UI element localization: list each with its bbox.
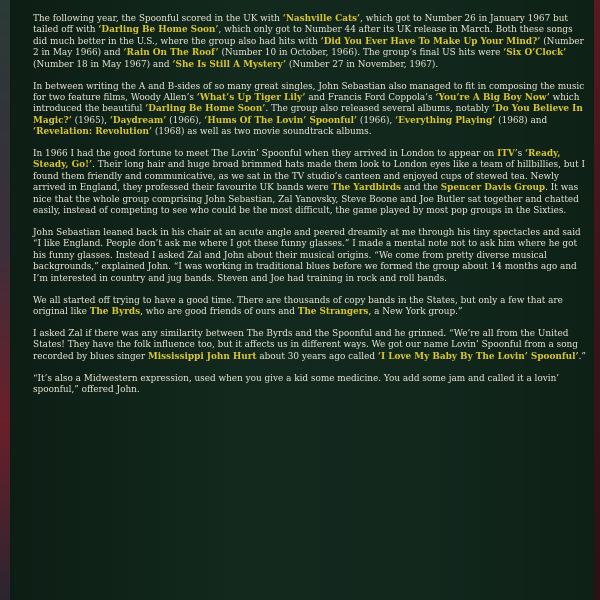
paragraph-5 <box>33 296 588 319</box>
highlighted-title: The Byrds <box>89 306 141 317</box>
highlighted-title: ‘What’s Up Tiger Lily’ <box>196 92 306 103</box>
highlighted-title: ‘Revelation: Revolution’ <box>33 127 153 138</box>
paragraph-2 <box>33 82 588 139</box>
body-text: (Number 18 in May 1967) and <box>33 59 173 70</box>
body-text: In 1966 I had the good fortune to meet The Lovin’ Spoonful when they arrived in London to appear on <box>33 149 498 160</box>
highlighted-title: ‘Did You Ever Have To Make Up Your Mind?’ <box>320 36 541 47</box>
body-text: (Number 27 in November, 1967). <box>286 59 439 70</box>
highlighted-title: ‘She Is Still A Mystery’ <box>172 59 287 70</box>
body-text: (1968) and <box>495 115 548 126</box>
body-text: ’s <box>514 149 525 160</box>
body-text: (1965), <box>71 115 110 126</box>
body-text: (1968) as well as two movie soundtrack albums. <box>152 127 372 138</box>
paragraph-3 <box>33 149 588 217</box>
body-text: John Sebastian leaned back in his chair at an acute angle and peered dreamily at me through his tiny spectacles and said “I like England. People don’t ask me where I got these funny glasses.” I made a mental note not to ask him where he got his funny glasses. Instead I asked Zal and John about their musical origins. “We come from pretty diverse musical backgrounds,” explained John. “I was working in traditional blues before we formed the group about 14 months ago and I’m interested in country and jug bands. Steven and Joe had training in rock and roll bands. <box>33 228 581 284</box>
paragraph-7 <box>33 374 588 397</box>
highlighted-title: ‘Everything Playing’ <box>395 115 496 126</box>
body-text: We all started off trying to have a good time. There are thousands of copy bands in the States, but only a few that are original like <box>33 295 563 317</box>
body-text: about 30 years ago called <box>256 351 378 362</box>
highlighted-title: ITV <box>497 149 515 160</box>
body-text: . It was nice that the whole group comprising John Sebastian, Zal Yanovsky, Steve Boone and Joe Butler sat together and chatted easily, instead of competing to see who could be the most difficult, the game played by most pop groups in the Sixties. <box>33 183 579 217</box>
body-text: which introduced the beautiful <box>33 92 580 115</box>
body-text: , which only got to Number 44 after its UK release in March. Both these songs did much better in the U.S., where the group also had hits with <box>33 25 573 47</box>
highlighted-title: ‘Ready, Steady, Go!’ <box>33 149 561 171</box>
body-text: In between writing the A and B-sides of so many great singles, John Sebastian also managed to fit in composing the music for two feature films, Woody Allen’s <box>33 81 585 103</box>
highlighted-title: ‘I Love My Baby By The Lovin’ Spoonful’ <box>377 351 579 362</box>
body-text: , who are good friends of ours and <box>140 306 298 317</box>
highlighted-title: ‘Darling Be Home Soon’ <box>98 25 219 36</box>
body-text: .” <box>578 351 586 362</box>
highlighted-title: Spencer Davis Group <box>440 183 546 194</box>
highlighted-title: ‘Daydream’ <box>109 115 167 126</box>
paragraph-6 <box>33 329 588 363</box>
body-text: The following year, the Spoonful scored in the UK with <box>33 14 283 24</box>
highlighted-title: ‘Do You Believe In Magic?’ <box>33 104 583 126</box>
body-text: and Francis Ford Coppola’s <box>305 92 436 103</box>
highlighted-title: ‘Nashville Cats’ <box>282 14 361 24</box>
body-text: , a New York group.” <box>368 306 463 317</box>
body-text: “It’s also a Midwestern expression, used when you give a kid some medicine. You add some jam and called it a lovin’ spoonful,” offered John. <box>33 373 560 395</box>
page-right-edge <box>594 0 600 600</box>
liner-notes-text <box>33 14 588 407</box>
page-left-edge <box>0 0 10 600</box>
highlighted-title: The Yardbirds <box>331 183 402 194</box>
highlighted-title: ‘Rain On The Roof’ <box>123 48 219 59</box>
body-text: (Number 2 in May 1966) and <box>33 36 584 59</box>
body-text: . Their long hair and huge broad brimmed hats made them look to London eyes like a team of hillbillies, but I found them friendly and communicative, as we sat in the TV studio’s canteen and enjoyed cups of stewed tea. Newly arrived in England, they professed their favourite UK bands were <box>33 160 586 194</box>
highlighted-title: ‘Hums Of The Lovin’ Spoonful’ <box>204 115 358 126</box>
body-text: (1966), <box>166 115 205 126</box>
highlighted-title: ‘Six O’Clock’ <box>503 48 567 59</box>
highlighted-title: The Strangers <box>297 306 369 317</box>
highlighted-title: ‘You’re A Big Boy Now’ <box>435 92 550 103</box>
highlighted-title: ‘Darling Be Home Soon’ <box>145 104 266 115</box>
highlighted-title: Mississippi John Hurt <box>147 351 257 362</box>
body-text: and the <box>401 183 441 194</box>
body-text: (Number 10 in October, 1966). The group’s final US hits were <box>218 48 504 59</box>
body-text: I asked Zal if there was any similarity between The Byrds and the Spoonful and he grinned. “We’re all from the United States! They have the folk influence too, but it affects us in different ways. We got our name Lovin’ Spoonful from a song recorded by blues singer <box>33 328 578 362</box>
body-text: (1966), <box>357 115 396 126</box>
body-text: , which got to Number 26 in January 1967 but tailed off with <box>33 14 569 36</box>
paragraph-4 <box>33 228 588 285</box>
paragraph-1 <box>33 14 588 71</box>
body-text: . The group also released several albums, notably <box>265 104 492 115</box>
